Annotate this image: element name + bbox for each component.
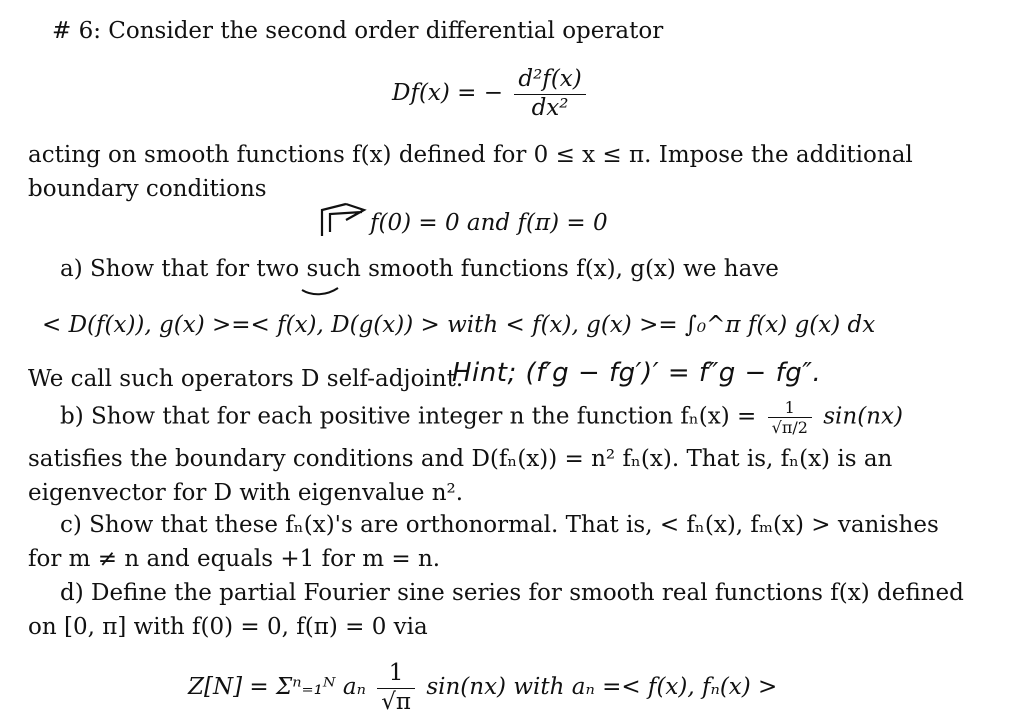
- handwritten-arrow-mark: [316, 198, 376, 240]
- part-b-line: satisfies the boundary conditions and D(fₙ(x)) = n² fₙ(x). That is, fₙ(x) is an: [28, 446, 893, 472]
- part-b-line: eigenvector for D with eigenvalue n².: [28, 480, 464, 506]
- part-b-text: b) Show that for each positive integer n the function fₙ(x) =: [60, 403, 757, 430]
- paragraph-line: boundary conditions: [28, 176, 267, 202]
- equation-operator: [392, 66, 590, 122]
- fraction-numerator: 1: [388, 660, 404, 686]
- boundary-conditions: f(0) = 0 and f(π) = 0: [370, 210, 608, 236]
- fourier-equation-text: sin(nx) with aₙ =< f(x), fₙ(x) >: [426, 674, 778, 701]
- equation-operator-fraction: [514, 66, 585, 122]
- fourier-equation-text: Z[N] = Σⁿ₌₁ᴺ aₙ: [188, 674, 366, 701]
- paragraph-line: acting on smooth functions f(x) defined for 0 ≤ x ≤ π. Impose the additional: [28, 142, 913, 168]
- part-b-text: sin(nx): [823, 403, 903, 430]
- part-c-line: for m ≠ n and equals +1 for m = n.: [28, 546, 441, 572]
- part-a-line: We call such operators D self-adjoint.: [28, 366, 464, 392]
- inner-product-definition: < D(f(x)), g(x) >=< f(x), D(g(x)) > with < f(x), g(x) >= ∫₀^π f(x) g(x) dx: [42, 312, 876, 338]
- handwritten-underline-mark: [298, 284, 342, 298]
- fraction-numerator: d²f(x): [518, 66, 582, 92]
- equation-operator-lhs: Df(x) = −: [392, 80, 504, 107]
- part-c-line: c) Show that these fₙ(x)'s are orthonormal. That is, < fₙ(x), fₘ(x) > vanishes: [60, 512, 939, 538]
- problem-heading: # 6: Consider the second order differential operator: [52, 18, 664, 44]
- fourier-series-equation: [188, 660, 777, 716]
- normalization-fraction: [768, 398, 812, 437]
- fourier-fraction: [377, 660, 415, 716]
- fraction-denominator: √π/2: [768, 417, 812, 437]
- part-d-line: d) Define the partial Fourier sine series for smooth real functions f(x) defined: [60, 580, 964, 606]
- handwritten-hint: Hint; (f′g − fg′)′ = f″g − fg″.: [452, 358, 822, 388]
- part-d-line: on [0, π] with f(0) = 0, f(π) = 0 via: [28, 614, 428, 640]
- part-b-line1: [60, 398, 903, 437]
- fraction-numerator: 1: [784, 398, 795, 417]
- fraction-denominator: dx²: [514, 94, 585, 123]
- fraction-denominator: √π: [377, 688, 415, 717]
- part-a-line: a) Show that for two such smooth functions f(x), g(x) we have: [60, 256, 779, 282]
